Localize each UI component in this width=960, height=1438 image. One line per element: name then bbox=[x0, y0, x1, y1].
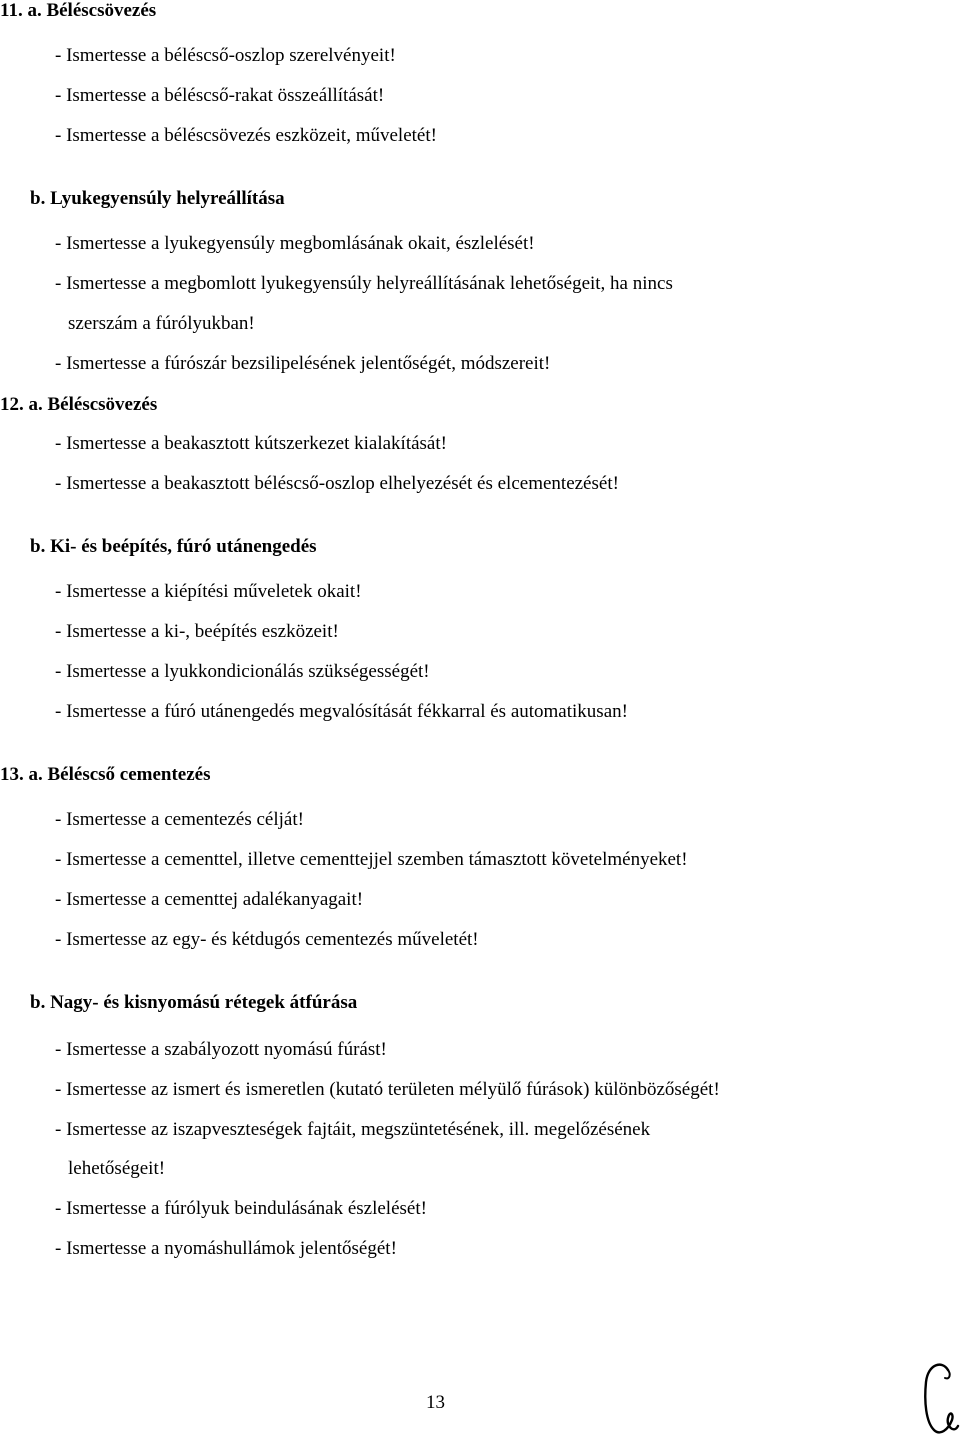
list-item: - Ismertesse a cementezés célját! bbox=[55, 809, 304, 830]
list-item: - Ismertesse a megbomlott lyukegyensúly helyreállításának lehetőségeit, ha nincs bbox=[55, 273, 673, 294]
list-item: - Ismertesse a béléscső-oszlop szerelvényeit! bbox=[55, 45, 396, 66]
list-item: - Ismertesse a lyukkondicionálás szükségességét! bbox=[55, 661, 430, 682]
list-item: - Ismertesse a beakasztott kútszerkezet kialakítását! bbox=[55, 433, 447, 454]
list-item: - Ismertesse a fúró utánengedés megvalósítását fékkarral és automatikusan! bbox=[55, 701, 628, 722]
list-item: - Ismertesse a nyomáshullámok jelentőségét! bbox=[55, 1238, 397, 1259]
list-item: - Ismertesse az ismert és ismeretlen (kutató területen mélyülő fúrások) különbözőségét! bbox=[55, 1079, 720, 1100]
section-heading: 12. a. Béléscsövezés bbox=[0, 394, 158, 415]
section-heading: b. Ki- és beépítés, fúró utánengedés bbox=[30, 536, 317, 557]
list-item: - Ismertesse az iszapveszteségek fajtáit, megszüntetésének, ill. megelőzésének bbox=[55, 1119, 651, 1140]
list-item: - Ismertesse a beakasztott béléscső-oszlop elhelyezését és elcementezését! bbox=[55, 473, 619, 494]
section-heading: 13. a. Béléscső cementezés bbox=[0, 764, 211, 785]
list-item: - Ismertesse a ki-, beépítés eszközeit! bbox=[55, 621, 339, 642]
list-item-continuation: szerszám a fúrólyukban! bbox=[68, 313, 255, 334]
list-item: - Ismertesse a szabályozott nyomású fúrást! bbox=[55, 1039, 387, 1060]
section-heading: b. Nagy- és kisnyomású rétegek átfúrása bbox=[30, 992, 358, 1013]
page-number: 13 bbox=[426, 1392, 445, 1413]
list-item: - Ismertesse a cementtej adalékanyagait! bbox=[55, 889, 364, 910]
section-heading: 11. a. Béléscsövezés bbox=[0, 0, 157, 21]
list-item: - Ismertesse a fúrólyuk beindulásának észlelését! bbox=[55, 1198, 427, 1219]
list-item: - Ismertesse a cementtel, illetve cementtejjel szemben támasztott követelményeket! bbox=[55, 849, 688, 870]
list-item: - Ismertesse a béléscsövezés eszközeit, műveletét! bbox=[55, 125, 437, 146]
list-item: - Ismertesse az egy- és kétdugós cementezés műveletét! bbox=[55, 929, 479, 950]
list-item: - Ismertesse a kiépítési műveletek okait! bbox=[55, 581, 362, 602]
list-item: - Ismertesse a fúrószár bezsilipelésének jelentőségét, módszereit! bbox=[55, 353, 551, 374]
list-item: - Ismertesse a béléscső-rakat összeállítását! bbox=[55, 85, 385, 106]
list-item: - Ismertesse a lyukegyensúly megbomlásának okait, észlelését! bbox=[55, 233, 535, 254]
list-item-continuation: lehetőségeit! bbox=[68, 1158, 166, 1179]
section-heading: b. Lyukegyensúly helyreállítása bbox=[30, 188, 285, 209]
handwritten-signature bbox=[918, 1356, 960, 1436]
